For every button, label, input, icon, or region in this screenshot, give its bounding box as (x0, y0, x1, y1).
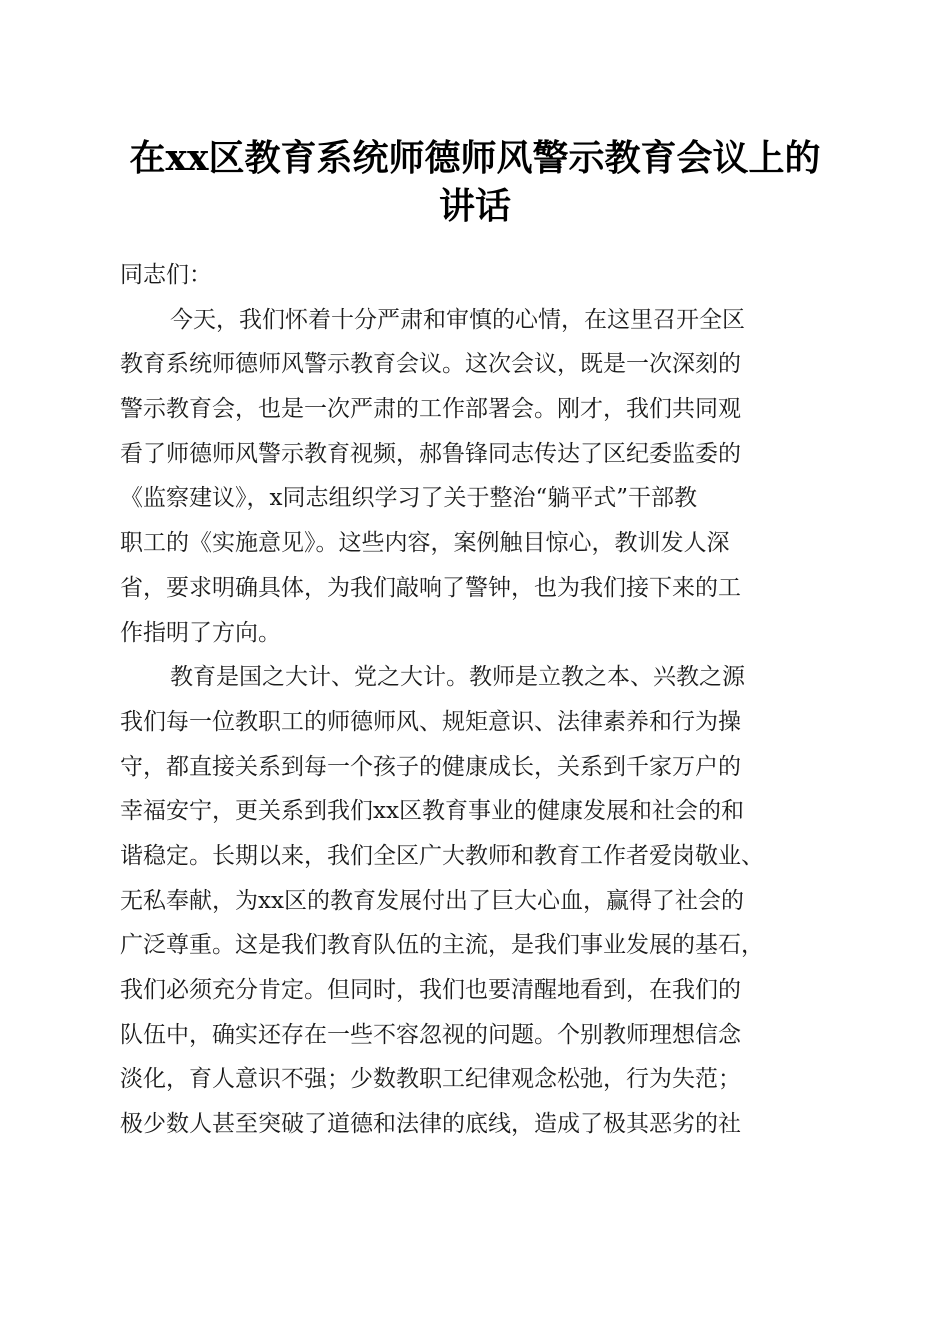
text-line: 教育是国之大计、党之大计。教师是立教之本、兴教之源 (170, 664, 745, 691)
text-line: 职工的《实施意见》。这些内容，案例触目惊心，教训发人深 (120, 530, 730, 557)
text-line: 作指明了方向。 (120, 619, 281, 646)
text-line: 我们每一位教职工的师德师风、规矩意识、法律素养和行为操 (120, 708, 741, 735)
text-line: 今天，我们怀着十分严肃和审慎的心情，在这里召开全区 (170, 306, 745, 333)
salutation: 同志们： (120, 262, 212, 288)
title-line: 在xx区教育系统师德师风警示教育会议上的 (129, 137, 821, 179)
text-line: 看了师德师风警示教育视频，郝鲁锋同志传达了区纪委监委的 (120, 440, 741, 467)
title-line: 讲话 (438, 185, 511, 227)
text-line: 省，要求明确具体，为我们敲响了警钟，也为我们接下来的工 (120, 574, 741, 601)
text-line: 警示教育会，也是一次严肃的工作部署会。刚才，我们共同观 (120, 396, 741, 423)
text-line: 守，都直接关系到每一个孩子的健康成长，关系到千家万户的 (120, 753, 741, 780)
text-line: 队伍中，确实还存在一些不容忽视的问题。个别教师理想信念 (120, 1021, 741, 1048)
text-line: 谐稳定。长期以来，我们全区广大教师和教育工作者爱岗敬业、 (120, 842, 764, 869)
text-line: 极少数人甚至突破了道德和法律的底线，造成了极其恶劣的社 (120, 1111, 741, 1138)
text-line: 幸福安宁，更关系到我们xx区教育事业的健康发展和社会的和 (120, 798, 744, 825)
text-line: 淡化，育人意识不强；少数教职工纪律观念松弛，行为失范； (120, 1066, 741, 1093)
document-body (120, 253, 835, 1147)
text-line: 《监察建议》，x同志组织学习了关于整治“躺平式”干部教 (120, 485, 697, 512)
text-line: 无私奉献，为xx区的教育发展付出了巨大心血，赢得了社会的 (120, 887, 744, 914)
text-line: 我们必须充分肯定。但同时，我们也要清醒地看到，在我们的 (120, 977, 741, 1003)
text-line: 教育系统师德师风警示教育会议。这次会议，既是一次深刻的 (120, 351, 741, 378)
text-line: 广泛尊重。这是我们教育队伍的主流，是我们事业发展的基石， (120, 932, 764, 959)
paragraph-2 (120, 655, 835, 1147)
paragraph-1 (120, 298, 835, 656)
document-title (100, 134, 850, 230)
